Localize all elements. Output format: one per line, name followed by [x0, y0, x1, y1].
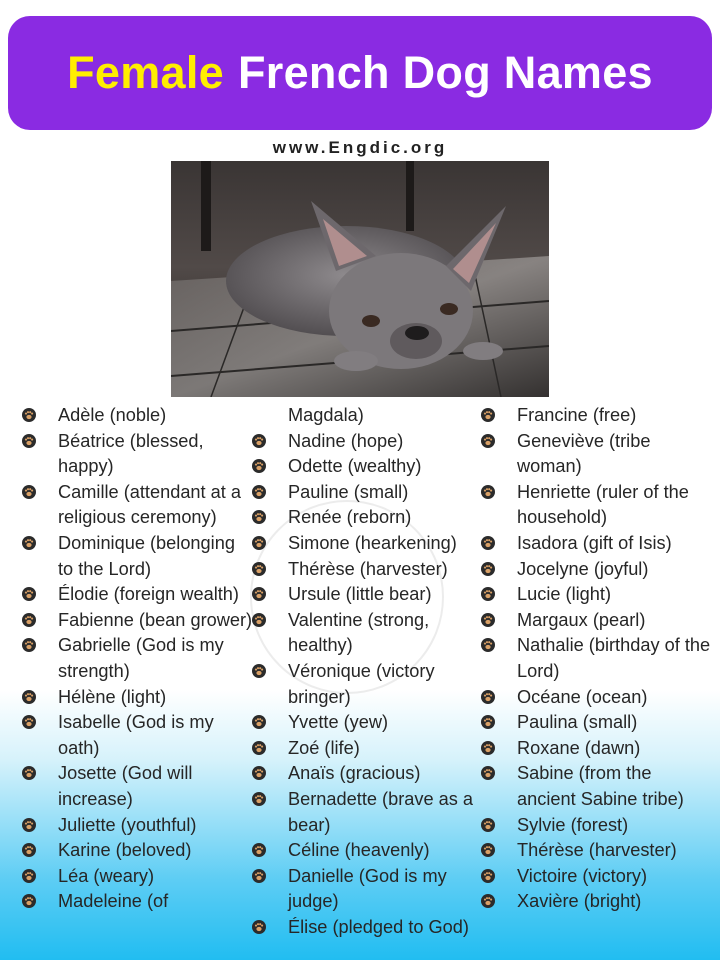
- dog-name-entry: Anaïs (gracious): [288, 763, 421, 784]
- site-url: www.Engdic.org: [272, 138, 448, 157]
- dog-name-entry: Adèle (noble): [58, 405, 167, 425]
- dog-name-entry: Véronique (victory bringer): [288, 660, 435, 707]
- list-item: [252, 864, 484, 915]
- list-item: [481, 813, 713, 839]
- paw-bullet-icon: [481, 613, 495, 627]
- list-item: [22, 710, 254, 761]
- dog-name-entry: Paulina (small): [517, 712, 638, 733]
- dog-name-entry: Xavière (bright): [517, 891, 642, 912]
- paw-bullet-icon: [481, 766, 495, 780]
- dog-name-entry: Fabienne (bean grower): [58, 609, 253, 630]
- paw-bullet-icon: [481, 587, 495, 601]
- dog-name-entry: Nathalie (birthday of the Lord): [517, 635, 711, 681]
- list-item: [481, 582, 713, 608]
- paw-bullet-icon: [481, 715, 495, 729]
- dog-name-entry: Sabine (from the ancient Sabine tribe): [517, 763, 684, 809]
- list-item: [481, 557, 713, 583]
- list-item: [22, 403, 254, 429]
- dog-name-entry: Lucie (light): [517, 584, 612, 605]
- paw-bullet-icon: [22, 613, 36, 627]
- paw-bullet-icon: [252, 741, 266, 755]
- list-item: [22, 633, 254, 684]
- paw-bullet-icon: [22, 869, 36, 883]
- list-item: [252, 838, 484, 864]
- dog-name-entry: Thérèse (harvester): [517, 840, 677, 861]
- list-item: [252, 608, 484, 659]
- list-item: [252, 736, 484, 762]
- dog-name-entry: Léa (weary): [58, 865, 155, 886]
- list-item: [252, 710, 484, 736]
- paw-bullet-icon: [252, 869, 266, 883]
- paw-bullet-icon: [481, 869, 495, 883]
- dog-name-entry: Dominique (belonging to the Lord): [58, 532, 235, 579]
- list-item: [252, 761, 484, 787]
- paw-bullet-icon: [481, 536, 495, 550]
- paw-bullet-icon: [252, 843, 266, 857]
- list-item: [252, 429, 484, 455]
- dog-name-entry: Geneviève (tribe woman): [517, 430, 651, 477]
- list-item: [22, 761, 254, 812]
- dog-name-entry: Isadora (gift of Isis): [517, 532, 672, 553]
- list-item: [481, 633, 713, 684]
- paw-bullet-icon: [252, 613, 266, 627]
- paw-bullet-icon: [481, 562, 495, 576]
- paw-bullet-icon: [22, 690, 36, 704]
- paw-bullet-icon: [481, 894, 495, 908]
- list-item: [252, 557, 484, 583]
- list-item: [481, 685, 713, 711]
- paw-bullet-icon: [22, 536, 36, 550]
- dog-name-entry: Margaux (pearl): [517, 609, 646, 630]
- list-item: [481, 403, 713, 429]
- paw-bullet-icon: [481, 434, 495, 448]
- dog-name-entry: Camille (attendant at a religious ceremony): [58, 481, 241, 528]
- dog-name-entry: Odette (wealthy): [288, 456, 422, 477]
- dog-name-entry: Élise (pledged to God): [288, 916, 469, 937]
- paw-bullet-icon: [481, 485, 495, 499]
- dog-name-entry: Océane (ocean): [517, 686, 648, 707]
- paw-bullet-icon: [481, 408, 495, 422]
- dog-name-entry: Bernadette (brave as a bear): [288, 788, 474, 835]
- list-item-continuation: Magdala): [288, 405, 364, 425]
- paw-bullet-icon: [481, 818, 495, 832]
- dog-name-entry: Gabrielle (God is my strength): [58, 635, 224, 681]
- dog-name-entry: Isabelle (God is my oath): [58, 712, 214, 758]
- names-column-3: [481, 403, 713, 915]
- list-item: [22, 889, 254, 915]
- french-bulldog-photo: [171, 161, 549, 397]
- paw-bullet-icon: [252, 434, 266, 448]
- list-item: [22, 608, 254, 634]
- paw-bullet-icon: [22, 408, 36, 422]
- dog-name-entry: Zoé (life): [288, 737, 360, 758]
- dog-name-entry: Pauline (small): [288, 481, 409, 502]
- paw-bullet-icon: [252, 536, 266, 550]
- paw-bullet-icon: [252, 459, 266, 473]
- list-item: [481, 889, 713, 915]
- dog-name-entry: Élodie (foreign wealth): [58, 584, 239, 605]
- list-item: [22, 813, 254, 839]
- dog-name-entry: Karine (beloved): [58, 840, 192, 861]
- list-item: [252, 480, 484, 506]
- list-item: [22, 864, 254, 890]
- paw-bullet-icon: [22, 715, 36, 729]
- dog-name-entry: Victoire (victory): [517, 865, 648, 886]
- paw-bullet-icon: [481, 843, 495, 857]
- dog-name-entry: Simone (hearkening): [288, 532, 457, 553]
- paw-bullet-icon: [22, 434, 36, 448]
- paw-bullet-icon: [22, 766, 36, 780]
- list-item: [481, 480, 713, 531]
- names-column-1: [22, 403, 254, 915]
- list-item: [252, 582, 484, 608]
- list-item: [22, 838, 254, 864]
- list-item: [252, 531, 484, 557]
- paw-bullet-icon: [252, 920, 266, 934]
- dog-name-entry: Henriette (ruler of the household): [517, 481, 689, 528]
- paw-bullet-icon: [252, 562, 266, 576]
- dog-name-entry: Valentine (strong, healthy): [288, 609, 430, 656]
- paw-bullet-icon: [22, 587, 36, 601]
- paw-bullet-icon: [22, 818, 36, 832]
- list-item: [252, 659, 484, 710]
- list-item: [252, 505, 484, 531]
- dog-name-entry: Béatrice (blessed, happy): [58, 430, 204, 477]
- dog-name-entry: Nadine (hope): [288, 430, 404, 451]
- dog-name-entry: Juliette (youthful): [58, 814, 197, 835]
- paw-bullet-icon: [22, 638, 36, 652]
- title-text: French Dog Names: [237, 47, 653, 98]
- list-item: [481, 710, 713, 736]
- dog-name-entry: Madeleine (of: [58, 891, 169, 912]
- paw-bullet-icon: [481, 638, 495, 652]
- list-item: [22, 531, 254, 582]
- list-item: [481, 864, 713, 890]
- list-item: [252, 787, 484, 838]
- dog-name-entry: Thérèse (harvester): [288, 558, 448, 579]
- paw-bullet-icon: [252, 664, 266, 678]
- paw-bullet-icon: [22, 894, 36, 908]
- list-item: [252, 454, 484, 480]
- dog-name-entry: Sylvie (forest): [517, 814, 629, 835]
- list-item: [22, 685, 254, 711]
- list-item: [22, 480, 254, 531]
- list-item: [481, 736, 713, 762]
- names-column-2: [252, 403, 484, 940]
- paw-bullet-icon: [252, 510, 266, 524]
- dog-name-entry: Roxane (dawn): [517, 737, 641, 758]
- list-item: [481, 429, 713, 480]
- dog-name-entry: Hélène (light): [58, 686, 167, 707]
- paw-bullet-icon: [22, 485, 36, 499]
- paw-bullet-icon: [22, 843, 36, 857]
- paw-bullet-icon: [481, 690, 495, 704]
- dog-name-entry: Céline (heavenly): [288, 840, 430, 861]
- paw-bullet-icon: [252, 715, 266, 729]
- list-item: [481, 761, 713, 812]
- paw-bullet-icon: [252, 485, 266, 499]
- list-item: [252, 915, 484, 941]
- list-item: [481, 531, 713, 557]
- dog-name-entry: Yvette (yew): [288, 712, 389, 733]
- dog-name-entry: Danielle (God is my judge): [288, 865, 447, 912]
- paw-bullet-icon: [252, 587, 266, 601]
- dog-name-entry: Josette (God will increase): [58, 763, 193, 809]
- list-item: [22, 429, 254, 480]
- list-item: [22, 582, 254, 608]
- dog-name-entry: Renée (reborn): [288, 507, 412, 528]
- paw-bullet-icon: [252, 792, 266, 806]
- list-item: [481, 838, 713, 864]
- dog-name-entry: Jocelyne (joyful): [517, 558, 649, 579]
- list-item: [481, 608, 713, 634]
- paw-bullet-icon: [252, 766, 266, 780]
- dog-name-entry: Ursule (little bear): [288, 584, 432, 605]
- title-banner: [8, 16, 712, 130]
- dog-name-entry: Francine (free): [517, 405, 637, 425]
- paw-bullet-icon: [481, 741, 495, 755]
- title-highlight: Female: [67, 47, 224, 98]
